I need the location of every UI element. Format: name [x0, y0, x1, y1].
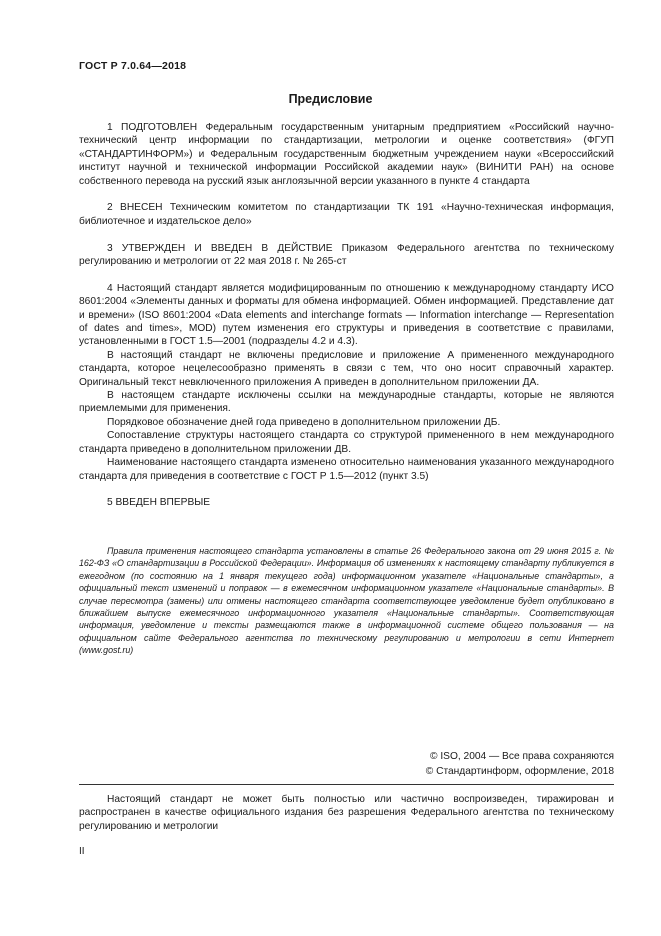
paragraph-excluded-refs: В настоящем стандарте исключены ссылки на международные стандарты, которые не являются приемлемыми для применения.: [79, 390, 614, 415]
paragraph-introduced: 5 ВВЕДЕН ВПЕРВЫЕ: [107, 497, 211, 509]
paragraph-structure-comparison: Сопоставление структуры настоящего стандарта со структурой примененного в нем международного стандарта приведено в дополнительном приложении ДВ.: [79, 430, 614, 455]
document-code-header: ГОСТ Р 7.0.64—2018: [79, 60, 187, 72]
usage-rules-note: Правила применения настоящего стандарта установлены в статье 26 Федерального закона от 29 июня 2015 г. № 162-ФЗ «О стандартизации в Российской Федерации». Информация об изменениях к настоящему стандарту публикуется в ежегодном (по состоянию на 1 января текущего года) информационном указателе «Национальные стандарты», а официальный текст изменений и поправок — в ежемесячном информационном указателе «Национальные стандарты». В случае пересмотра (замены) или отмены настоящего стандарта соответствующее уведомление будет опубликовано в ближайшем выпуске ежемесячного информационного указателя «Национальные стандарты». Соответствующая информация, уведомление и тексты размещаются также в информационной системе общего пользования — на официальном сайте Федерального агентства по техническому регулированию и метрологии в сети Интернет (www.gost.ru): [79, 546, 614, 656]
paragraph-ordinal-days: Порядковое обозначение дней года приведено в дополнительном приложении ДБ.: [107, 416, 501, 428]
paragraph-modified: 4 Настоящий стандарт является модифицированным по отношению к международному стандарту ИСО 8601:2004 «Элементы данных и форматы для обмена информацией. Обмен информацией. Представление дат и времени» (ISO 8601:2004 «Data elements and interchange formats — Information interchange — Representation of dates and times», MOD) путем изменения его структуры и приведения в соответствие с правилами, установленными в ГОСТ 1.5—2001 (подразделы 4.2 и 4.3).: [79, 282, 614, 348]
copyright-iso: © ISO, 2004 — Все права сохраняются: [430, 751, 614, 762]
section-title: Предисловие: [288, 92, 373, 106]
copyright-standartinform: © Стандартинформ, оформление, 2018: [425, 766, 614, 777]
page-number: II: [79, 846, 85, 857]
paragraph-not-included: В настоящий стандарт не включены предисловие и приложение А примененного международного стандарта, которое нецелесообразно применять в связи с тем, что оно носит справочный характер. Оригинальный текст невключенного приложения А приведен в дополнительном приложении ДА.: [79, 349, 614, 388]
reproduction-notice: Настоящий стандарт не может быть полностью или частично воспроизведен, тиражирован и распространен в качестве официального издания без разрешения Федерального агентства по техническому регулированию и метрологии: [79, 794, 614, 832]
paragraph-name-change: Наименование настоящего стандарта изменено относительно наименования указанного международного стандарта для приведения в соответствие с ГОСТ Р 1.5—2012 (пункт 3.5): [79, 457, 614, 482]
paragraph-approved: 3 УТВЕРЖДЕН И ВВЕДЕН В ДЕЙСТВИЕ Приказом Федерального агентства по техническому регулированию и метрологии от 22 мая 2018 г. № 265-ст: [79, 242, 614, 268]
divider-line: [79, 784, 614, 785]
foreword-body: [79, 121, 614, 510]
copyright-block: [426, 749, 614, 779]
paragraph-submitted: 2 ВНЕСЕН Техническим комитетом по стандартизации ТК 191 «Научно-техническая информация, библиотечное и издательское дело»: [79, 202, 614, 227]
paragraph-prepared: 1 ПОДГОТОВЛЕН Федеральным государственным унитарным предприятием «Российский научно-технический центр информации по стандартизации, метрологии и оценке соответствия» (ФГУП «СТАНДАРТИНФОРМ») и Федеральным государственным бюджетным учреждением науки «Всероссийский институт научной и технической информации Российской академии наук» (ВИНИТИ РАН) на основе собственного перевода на русский язык англоязычной версии указанного в пункте 4 стандарта: [79, 122, 614, 187]
